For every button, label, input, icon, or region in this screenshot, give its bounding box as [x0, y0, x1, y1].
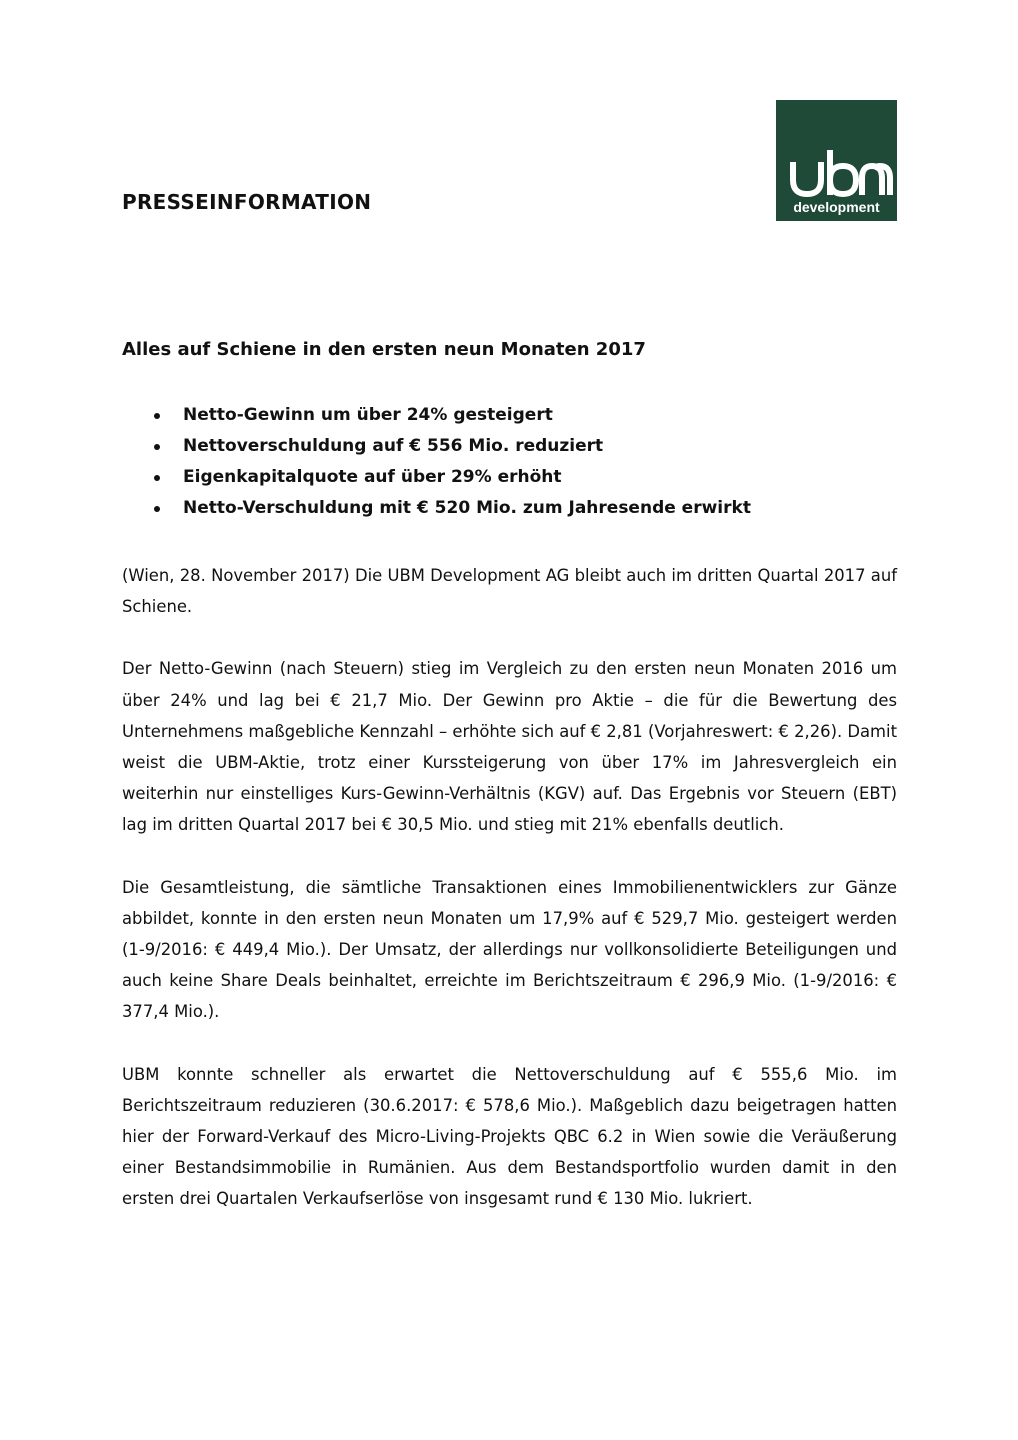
list-item — [122, 400, 902, 431]
highlights-list — [122, 400, 902, 524]
bullet-dot-icon — [154, 475, 160, 481]
body-text — [122, 560, 897, 1246]
ubm-development-logo — [776, 100, 897, 221]
list-item-text: Nettoverschuldung auf € 556 Mio. reduziert — [183, 436, 604, 456]
headline: Alles auf Schiene in den ersten neun Monaten 2017 — [122, 339, 646, 360]
list-item-text: Netto-Verschuldung mit € 520 Mio. zum Jahresende erwirkt — [183, 498, 751, 518]
bullet-dot-icon — [154, 444, 160, 450]
paragraph-total-output: Die Gesamtleistung, die sämtliche Transaktionen eines Immobilienentwicklers zur Gänze abbildet, konnte in den ersten neun Monaten um 17,9% auf € 529,7 Mio. gesteigert werden (1-9/2016: € 449,4 Mio.). Der Umsatz, der allerdings nur vollkonsolidierte Beteiligungen und auch keine Share Deals beinhaltet, erreichte im Berichtszeitraum € 296,9 Mio. (1-9/2016: € 377,4 Mio.). — [122, 877, 897, 1022]
logo-subtitle: development — [793, 199, 880, 215]
bullet-dot-icon — [154, 506, 160, 512]
list-item-text: Netto-Gewinn um über 24% gesteigert — [183, 405, 553, 425]
list-item — [122, 462, 902, 493]
paragraph-intro: (Wien, 28. November 2017) Die UBM Development AG bleibt auch im dritten Quartal 2017 auf Schiene. — [122, 566, 897, 617]
paragraph-net-debt: UBM konnte schneller als erwartet die Nettoverschuldung auf € 555,6 Mio. im Berichtszeitraum reduzieren (30.6.2017: € 578,6 Mio.). Maßgeblich dazu beigetragen hatten hier der Forward-Verkauf des Micro-Living-Projekts QBC 6.2 in Wien sowie die Veräußerung einer Bestandsimmobilie in Rumänien. Aus dem Bestandsportfolio wurden damit in den ersten drei Quartalen Verkaufserlöse von insgesamt rund € 130 Mio. lukriert. — [122, 1064, 897, 1209]
paragraph-net-profit: Der Netto-Gewinn (nach Steuern) stieg im Vergleich zu den ersten neun Monaten 2016 um über 24% und lag bei € 21,7 Mio. Der Gewinn pro Aktie – die für die Bewertung des Unternehmens maßgebliche Kennzahl – erhöhte sich auf € 2,81 (Vorjahreswert: € 2,26). Damit weist die UBM-Aktie, trotz einer Kurssteigerung von über 17% im Jahresvergleich ein weiterhin nur einstelliges Kurs-Gewinn-Verhältnis (KGV) auf. Das Ergebnis vor Steuern (EBT) lag im dritten Quartal 2017 bei € 30,5 Mio. und stieg mit 21% ebenfalls deutlich. — [122, 659, 897, 835]
list-item — [122, 431, 902, 462]
list-item — [122, 493, 902, 524]
list-item-text: Eigenkapitalquote auf über 29% erhöht — [183, 467, 562, 487]
bullet-dot-icon — [154, 413, 160, 419]
document-label: PRESSEINFORMATION — [122, 190, 372, 214]
